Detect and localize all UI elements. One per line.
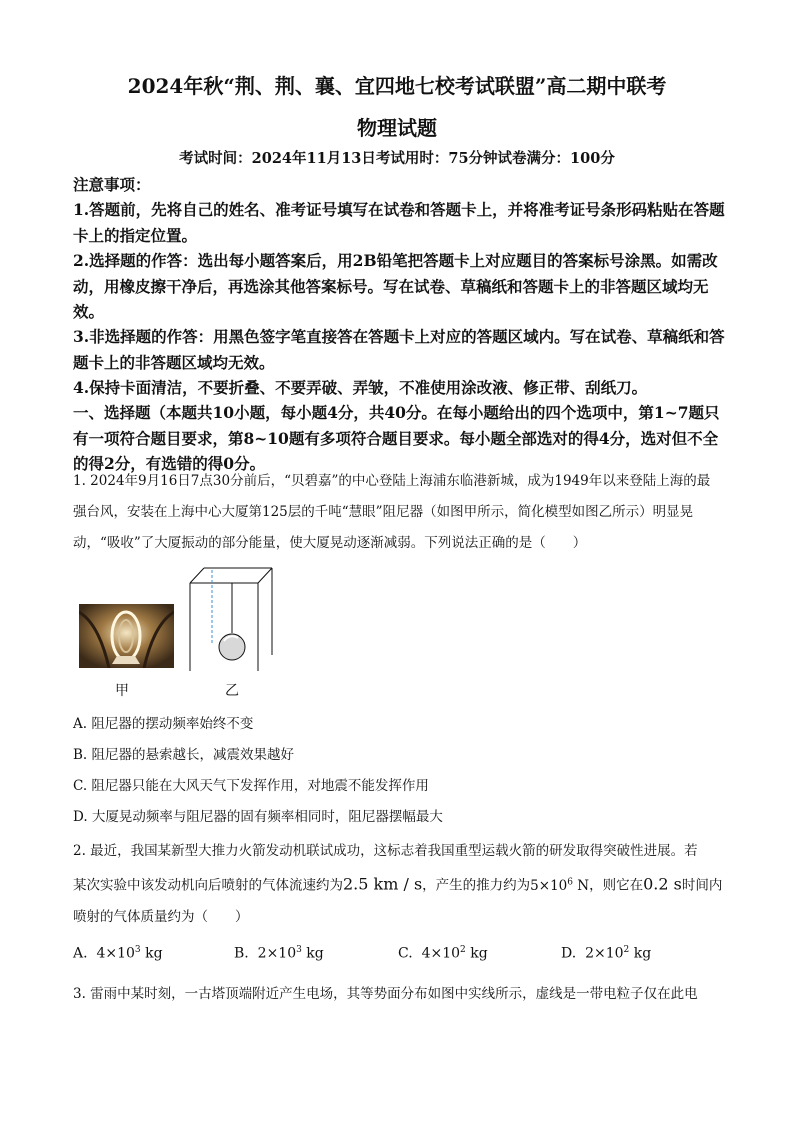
q2-option-c: C. $4\times 10^2$ kg [398,945,488,962]
q2-option-d: D. $2\times 10^2$ kg [561,945,652,962]
q2-line-1: 2. 最近，我国某新型大推力火箭发动机联试成功，这标志着我国重型运载火箭的研发取得突破性进展。若 [73,843,698,859]
notice-item-1: 1.答题前，先将自己的姓名、准考证号填写在试卷和答题卡上，并将准考证号条形码粘贴在答题卡上的指定位置。 [73,200,725,245]
notice-item-2: 2.选择题的作答：选出每小题答案后，用2B铅笔把答题卡上对应题目的答案标号涂黑。如需改动，用橡皮擦干净后，再选涂其他答案标号。写在试卷、草稿纸和答题卡上的非答题区域均无效。 [73,251,718,321]
q1-option-c: C. 阻尼器只能在大风天气下发挥作用，对地震不能发挥作用 [73,778,429,794]
section-1-heading: 一、选择题（本题共10小题，每小题4分，共40分。在每小题给出的四个选项中，第1~7题只有一项符合题目要求，第8~10题有多项符合题目要求。每小题全部选对的得4分，选对但不全的得2分，有选错的得0分。 [73,403,720,473]
notice-item-3: 3.非选择题的作答：用黑色签字笔直接答在答题卡上对应的答题区域内。写在试卷、草稿纸和答题卡上的非答题区域均无效。 [73,327,725,372]
exam-info: 考试时间：2024年11月13日考试用时：75分钟试卷满分：100分 [179,150,615,167]
figure-a-caption: 甲 [115,683,129,699]
notice-heading: 注意事项： [73,175,151,194]
q1-option-b: B. 阻尼器的悬索越长，减震效果越好 [73,747,295,763]
q2-force: $5\times 10^6$ N [530,877,590,894]
q2-option-a: A. $4\times 10^3$ kg [73,945,163,962]
exam-title: 2024年秋“荆、荆、襄、宜四地七校考试联盟”高二期中联考 [127,74,667,98]
damper-photo [79,604,174,668]
q2-speed: 2.5 km / s [343,874,423,894]
q1-option-a: A. 阻尼器的摆动频率始终不变 [73,716,254,732]
question-3-stem: 3. 雷雨中某时刻，一古塔顶端附近产生电场，其等势面分布如图中实线所示，虚线是一带电粒子仅在此电 [73,986,698,1002]
q1-option-d: D. 大厦晃动频率与阻尼器的固有频率相同时，阻尼器摆幅最大 [73,809,443,825]
notice-item-4: 4.保持卡面清洁，不要折叠、不要弄破、弄皱，不准使用涂改液、修正带、刮纸刀。 [73,378,648,397]
q2-line-3: 喷射的气体质量约为（ ） [73,908,249,925]
question-1-stem: 1. 2024年9月16日7点30分前后，“贝碧嘉”的中心登陆上海浦东临港新城，成为1949年以来登陆上海的最强台风，安装在上海中心大厦第125层的千吨“慧眼”阻尼器（如图甲所示，简化模型如图乙所示）明显晃动，“吸收”了大厦振动的部分能量，使大厦晃动逐渐减弱。下列说法正确的是（ ） [73,473,711,551]
figure-b-caption: 乙 [225,683,239,699]
q2-time: 0.2 s [643,874,682,894]
exam-subject: 物理试题 [357,116,437,140]
q2-option-b: B. $2\times 10^3$ kg [234,945,324,962]
question-2-stem: 2. 最近，我国某新型大推力火箭发动机联试成功，这标志着我国重型运载火箭的研发取得突破性进展。若 某次实验中该发动机向后喷射的气体流速约为2.5 km / s，产生的推力约为$5\times 10^6$ N，则它在0.2 s时间内 喷射的气体质量约为（ ） [73,843,723,925]
pendulum-diagram [180,565,280,675]
